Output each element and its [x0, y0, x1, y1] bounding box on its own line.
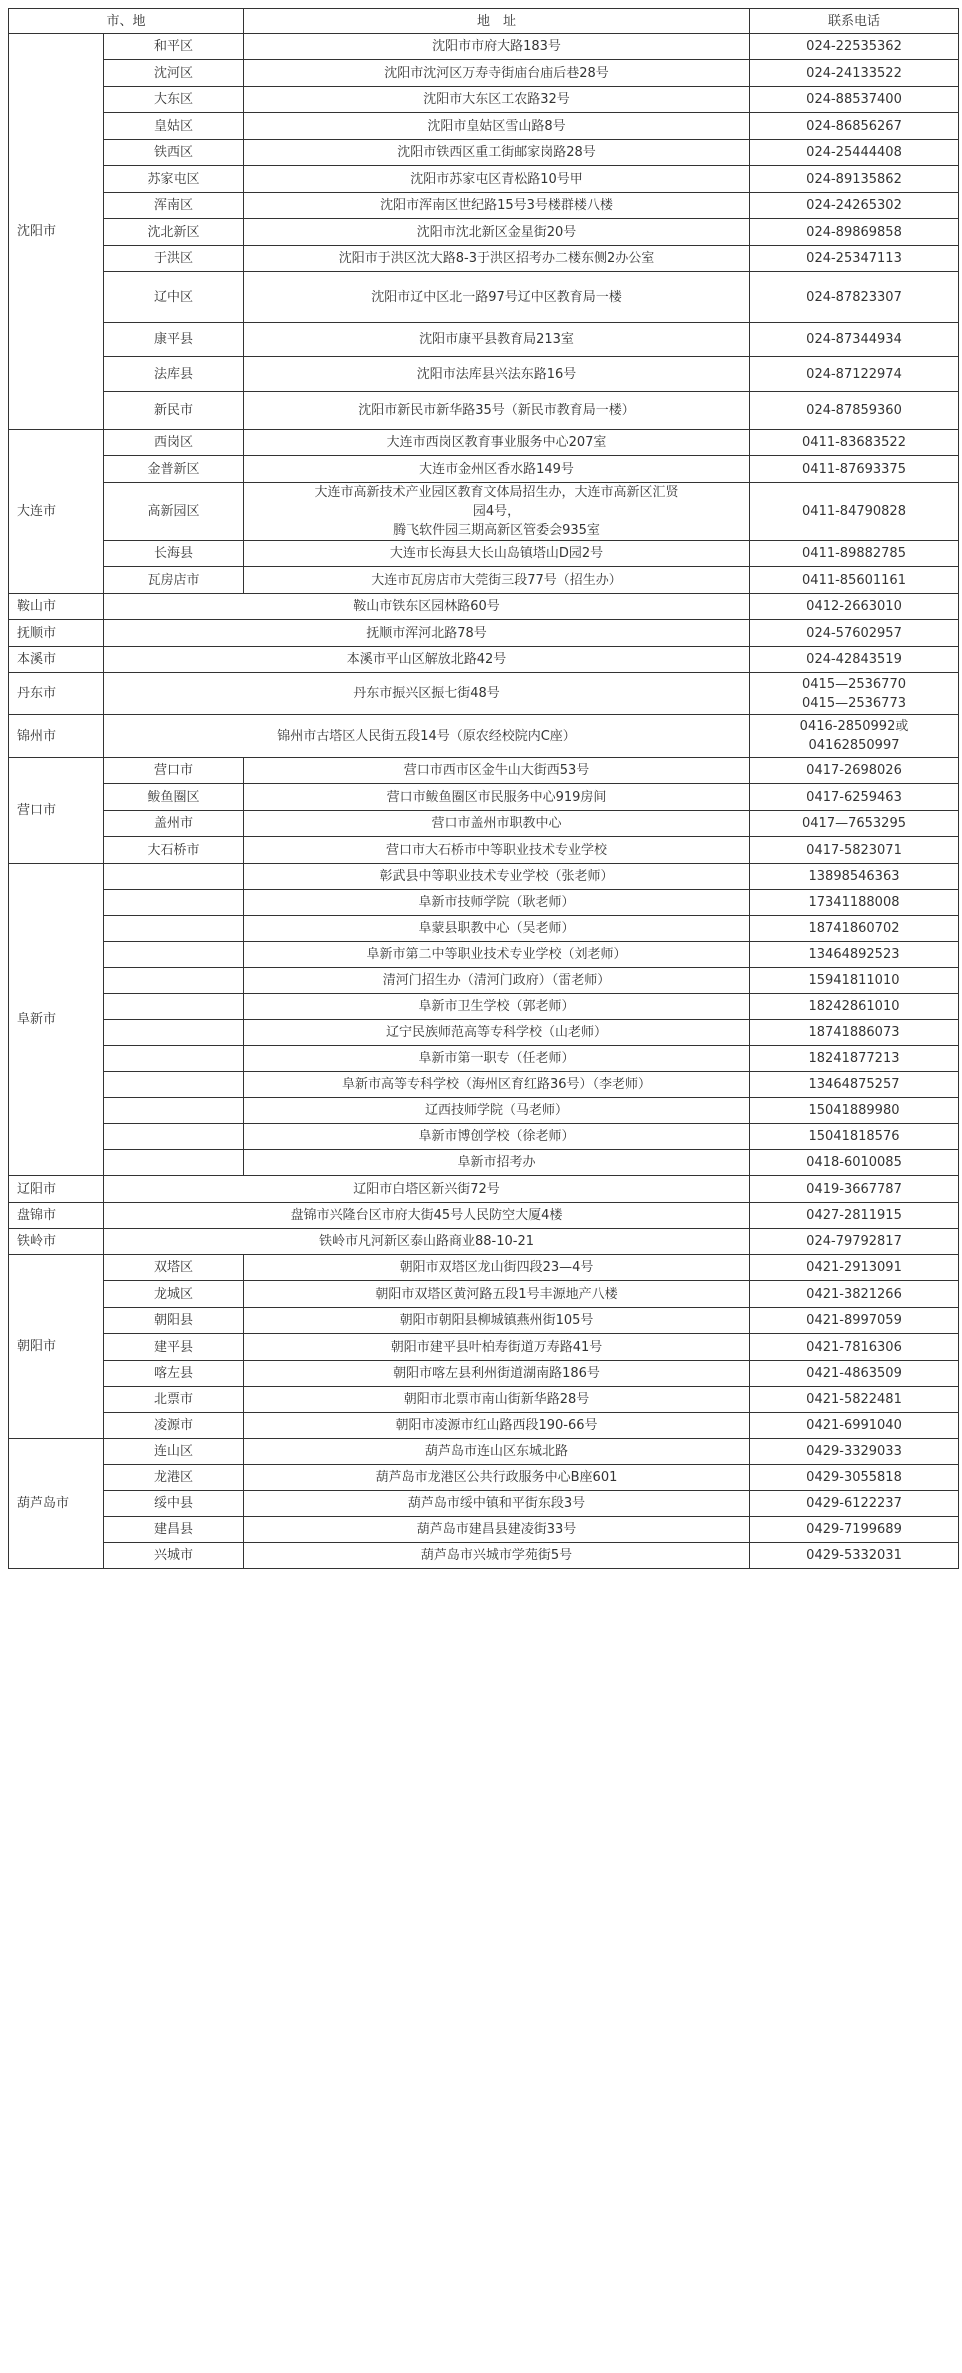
- address-cell: 铁岭市凡河新区泰山路商业88-10-21: [104, 1229, 750, 1255]
- district-cell: [104, 994, 244, 1020]
- phone-cell: 024-87344934: [750, 323, 959, 357]
- table-row: [9, 34, 959, 60]
- phone-cell: 13464875257: [750, 1072, 959, 1098]
- district-cell: 凌源市: [104, 1413, 244, 1439]
- city-cell: 锦州市: [9, 715, 104, 758]
- district-cell: 建昌县: [104, 1517, 244, 1543]
- address-cell: 朝阳市凌源市红山路西段190-66号: [244, 1413, 750, 1439]
- phone-cell: [750, 673, 959, 715]
- district-cell: [104, 1072, 244, 1098]
- address-cell: 沈阳市浑南区世纪路15号3号楼群楼八楼: [244, 193, 750, 219]
- table-row: [9, 968, 959, 994]
- table-row: [9, 1439, 959, 1465]
- district-cell: 苏家屯区: [104, 166, 244, 193]
- table-row: [9, 483, 959, 541]
- table-row: [9, 1413, 959, 1439]
- address-cell: 丹东市振兴区振七街48号: [104, 673, 750, 715]
- district-cell: [104, 890, 244, 916]
- address-cell: 阜新市博创学校（徐老师）: [244, 1124, 750, 1150]
- phone-cell: 18741860702: [750, 916, 959, 942]
- city-cell: 铁岭市: [9, 1229, 104, 1255]
- address-cell: 沈阳市辽中区北一路97号辽中区教育局一楼: [244, 272, 750, 323]
- phone-cell: 0429-6122237: [750, 1491, 959, 1517]
- district-cell: 双塔区: [104, 1255, 244, 1281]
- phone-cell: 0421-3821266: [750, 1281, 959, 1308]
- district-cell: 沈河区: [104, 60, 244, 87]
- address-cell: 朝阳市朝阳县柳城镇燕州街105号: [244, 1308, 750, 1334]
- address-cell: 朝阳市双塔区龙山街四段23—4号: [244, 1255, 750, 1281]
- address-cell: 大连市长海县大长山岛镇塔山D园2号: [244, 541, 750, 567]
- district-cell: 高新园区: [104, 483, 244, 541]
- address-cell: 大连市西岗区教育事业服务中心207室: [244, 430, 750, 456]
- table-row: [9, 594, 959, 620]
- address-cell: 营口市西市区金牛山大街西53号: [244, 758, 750, 784]
- address-cell: 朝阳市双塔区黄河路五段1号丰源地产八楼: [244, 1281, 750, 1308]
- phone-cell: 0419-3667787: [750, 1176, 959, 1203]
- district-cell: 长海县: [104, 541, 244, 567]
- text-line: 0415—2536773: [802, 695, 906, 711]
- district-cell: 于洪区: [104, 246, 244, 272]
- city-cell: 营口市: [9, 758, 104, 864]
- address-cell: 阜新市招考办: [244, 1150, 750, 1176]
- city-cell: 朝阳市: [9, 1255, 104, 1439]
- city-cell: 辽阳市: [9, 1176, 104, 1203]
- address-cell: 沈阳市沈河区万寿寺街庙台庙后巷28号: [244, 60, 750, 87]
- phone-cell: 0411-89882785: [750, 541, 959, 567]
- table-row: [9, 113, 959, 140]
- table-row: [9, 166, 959, 193]
- phone-cell: 0421-7816306: [750, 1334, 959, 1361]
- phone-cell: 13898546363: [750, 864, 959, 890]
- phone-cell: 15041889980: [750, 1098, 959, 1124]
- city-cell: 本溪市: [9, 647, 104, 673]
- text-line: 腾飞软件园三期高新区管委会935室: [393, 523, 600, 538]
- address-cell: 沈阳市法库县兴法东路16号: [244, 357, 750, 392]
- district-cell: 辽中区: [104, 272, 244, 323]
- district-cell: 建平县: [104, 1334, 244, 1361]
- address-cell: 辽西技师学院（马老师）: [244, 1098, 750, 1124]
- phone-cell: 024-87823307: [750, 272, 959, 323]
- table-row: [9, 357, 959, 392]
- address-cell: 清河门招生办（清河门政府）（雷老师）: [244, 968, 750, 994]
- address-cell: 营口市大石桥市中等职业技术专业学校: [244, 837, 750, 864]
- district-cell: 北票市: [104, 1387, 244, 1413]
- phone-cell: 024-24265302: [750, 193, 959, 219]
- address-cell: 朝阳市建平县叶柏寿街道万寿路41号: [244, 1334, 750, 1361]
- district-cell: [104, 864, 244, 890]
- phone-cell: 024-22535362: [750, 34, 959, 60]
- table-row: [9, 1334, 959, 1361]
- phone-cell: 024-42843519: [750, 647, 959, 673]
- district-cell: 西岗区: [104, 430, 244, 456]
- district-cell: [104, 1046, 244, 1072]
- header-phone: 联系电话: [750, 9, 959, 34]
- address-cell: 阜蒙县职教中心（吴老师）: [244, 916, 750, 942]
- address-cell: 盘锦市兴隆台区市府大街45号人民防空大厦4楼: [104, 1203, 750, 1229]
- phone-cell: 0421-2913091: [750, 1255, 959, 1281]
- table-row: [9, 219, 959, 246]
- phone-cell: 0411-85601161: [750, 567, 959, 594]
- phone-cell: 024-24133522: [750, 60, 959, 87]
- table-row: [9, 1046, 959, 1072]
- table-row: [9, 1203, 959, 1229]
- address-cell: 沈阳市铁西区重工街邮家岗路28号: [244, 140, 750, 166]
- phone-cell: 024-88537400: [750, 87, 959, 113]
- district-cell: 大东区: [104, 87, 244, 113]
- phone-cell: 0417-2698026: [750, 758, 959, 784]
- address-cell: 葫芦岛市连山区东城北路: [244, 1439, 750, 1465]
- address-cell: 阜新市卫生学校（郭老师）: [244, 994, 750, 1020]
- phone-cell: 18241877213: [750, 1046, 959, 1072]
- table-row: [9, 1308, 959, 1334]
- address-cell: 沈阳市于洪区沈大路8-3于洪区招考办二楼东侧2办公室: [244, 246, 750, 272]
- table-row: [9, 193, 959, 219]
- table-row: [9, 942, 959, 968]
- district-cell: 兴城市: [104, 1543, 244, 1569]
- city-cell: 抚顺市: [9, 620, 104, 647]
- table-row: [9, 1255, 959, 1281]
- address-cell: 沈阳市大东区工农路32号: [244, 87, 750, 113]
- table-row: [9, 1072, 959, 1098]
- district-cell: 法库县: [104, 357, 244, 392]
- district-cell: 浑南区: [104, 193, 244, 219]
- phone-cell: 024-89869858: [750, 219, 959, 246]
- table-row: [9, 784, 959, 811]
- table-row: [9, 140, 959, 166]
- table-row: [9, 567, 959, 594]
- table-row: [9, 837, 959, 864]
- phone-cell: 0421-4863509: [750, 1361, 959, 1387]
- phone-cell: 0429-3055818: [750, 1465, 959, 1491]
- header-address: 地 址: [244, 9, 750, 34]
- district-cell: 连山区: [104, 1439, 244, 1465]
- address-cell: 葫芦岛市龙港区公共行政服务中心B座601: [244, 1465, 750, 1491]
- table-row: [9, 673, 959, 715]
- phone-cell: 0417-5823071: [750, 837, 959, 864]
- phone-cell: 0411-83683522: [750, 430, 959, 456]
- address-cell: 沈阳市苏家屯区青松路10号甲: [244, 166, 750, 193]
- phone-cell: 0418-6010085: [750, 1150, 959, 1176]
- district-cell: 铁西区: [104, 140, 244, 166]
- phone-cell: 18242861010: [750, 994, 959, 1020]
- district-cell: [104, 1124, 244, 1150]
- table-row: [9, 60, 959, 87]
- text-line: 0415—2536770: [802, 676, 906, 692]
- address-cell: 锦州市古塔区人民街五段14号（原农经校院内C座）: [104, 715, 750, 758]
- table-row: [9, 1361, 959, 1387]
- table-row: [9, 1150, 959, 1176]
- phone-cell: 15041818576: [750, 1124, 959, 1150]
- address-cell: 营口市鲅鱼圈区市民服务中心919房间: [244, 784, 750, 811]
- phone-cell: 0429-3329033: [750, 1439, 959, 1465]
- table-row: [9, 864, 959, 890]
- address-cell: 沈阳市市府大路183号: [244, 34, 750, 60]
- district-cell: 皇姑区: [104, 113, 244, 140]
- address-cell: 葫芦岛市兴城市学苑街5号: [244, 1543, 750, 1569]
- phone-cell: 0421-5822481: [750, 1387, 959, 1413]
- address-cell: 朝阳市喀左县利州街道湖南路186号: [244, 1361, 750, 1387]
- district-cell: 瓦房店市: [104, 567, 244, 594]
- district-cell: 龙城区: [104, 1281, 244, 1308]
- address-cell: 葫芦岛市建昌县建凌街33号: [244, 1517, 750, 1543]
- address-cell: 本溪市平山区解放北路42号: [104, 647, 750, 673]
- district-cell: 喀左县: [104, 1361, 244, 1387]
- table-row: [9, 246, 959, 272]
- table-row: [9, 1543, 959, 1569]
- phone-cell: 0411-87693375: [750, 456, 959, 483]
- table-row: [9, 1124, 959, 1150]
- address-cell: 大连市金州区香水路149号: [244, 456, 750, 483]
- district-cell: [104, 968, 244, 994]
- address-cell: 沈阳市沈北新区金星街20号: [244, 219, 750, 246]
- table-row: [9, 1229, 959, 1255]
- phone-cell: 13464892523: [750, 942, 959, 968]
- table-row: [9, 811, 959, 837]
- table-row: [9, 890, 959, 916]
- table-row: [9, 994, 959, 1020]
- district-cell: 龙港区: [104, 1465, 244, 1491]
- district-cell: 营口市: [104, 758, 244, 784]
- address-cell: 抚顺市浑河北路78号: [104, 620, 750, 647]
- district-cell: [104, 1150, 244, 1176]
- address-cell: [244, 483, 750, 541]
- city-cell: 丹东市: [9, 673, 104, 715]
- address-cell: 辽阳市白塔区新兴街72号: [104, 1176, 750, 1203]
- phone-cell: 024-87122974: [750, 357, 959, 392]
- table-row: [9, 1465, 959, 1491]
- address-cell: 彰武县中等职业技术专业学校（张老师）: [244, 864, 750, 890]
- address-cell: 鞍山市铁东区园林路60号: [104, 594, 750, 620]
- district-cell: 绥中县: [104, 1491, 244, 1517]
- table-row: [9, 620, 959, 647]
- phone-cell: 0411-84790828: [750, 483, 959, 541]
- city-cell: 沈阳市: [9, 34, 104, 430]
- phone-cell: 024-79792817: [750, 1229, 959, 1255]
- city-cell: 葫芦岛市: [9, 1439, 104, 1569]
- district-cell: 康平县: [104, 323, 244, 357]
- phone-cell: 0421-6991040: [750, 1413, 959, 1439]
- phone-cell: [750, 715, 959, 758]
- district-cell: [104, 1098, 244, 1124]
- phone-cell: 0417-6259463: [750, 784, 959, 811]
- phone-cell: 024-57602957: [750, 620, 959, 647]
- header-city: 市、地: [9, 9, 244, 34]
- phone-cell: 024-25347113: [750, 246, 959, 272]
- phone-cell: 0427-2811915: [750, 1203, 959, 1229]
- table-row: [9, 1491, 959, 1517]
- text-line: 0416-2850992或: [799, 719, 909, 734]
- table-row: [9, 1176, 959, 1203]
- phone-cell: 024-86856267: [750, 113, 959, 140]
- table-row: [9, 715, 959, 758]
- contact-table: [8, 8, 959, 1569]
- table-row: [9, 1020, 959, 1046]
- phone-cell: 18741886073: [750, 1020, 959, 1046]
- address-cell: 葫芦岛市绥中镇和平街东段3号: [244, 1491, 750, 1517]
- address-cell: 阜新市高等专科学校（海州区育红路36号）（李老师）: [244, 1072, 750, 1098]
- district-cell: [104, 1020, 244, 1046]
- address-cell: 沈阳市新民市新华路35号（新民市教育局一楼）: [244, 392, 750, 430]
- district-cell: 沈北新区: [104, 219, 244, 246]
- text-line: 园4号，: [472, 504, 521, 519]
- phone-cell: 024-89135862: [750, 166, 959, 193]
- address-cell: 大连市瓦房店市大莞街三段77号（招生办）: [244, 567, 750, 594]
- city-cell: 阜新市: [9, 864, 104, 1176]
- address-cell: 朝阳市北票市南山街新华路28号: [244, 1387, 750, 1413]
- table-row: [9, 323, 959, 357]
- district-cell: [104, 916, 244, 942]
- address-cell: 辽宁民族师范高等专科学校（山老师）: [244, 1020, 750, 1046]
- district-cell: 鲅鱼圈区: [104, 784, 244, 811]
- phone-cell: 0412-2663010: [750, 594, 959, 620]
- district-cell: 大石桥市: [104, 837, 244, 864]
- phone-cell: 0429-5332031: [750, 1543, 959, 1569]
- phone-cell: 024-25444408: [750, 140, 959, 166]
- phone-cell: 0429-7199689: [750, 1517, 959, 1543]
- table-row: [9, 1098, 959, 1124]
- table-row: [9, 1387, 959, 1413]
- district-cell: [104, 942, 244, 968]
- address-cell: 阜新市第二中等职业技术专业学校（刘老师）: [244, 942, 750, 968]
- table-row: [9, 1517, 959, 1543]
- district-cell: 和平区: [104, 34, 244, 60]
- city-cell: 大连市: [9, 430, 104, 594]
- phone-cell: 0421-8997059: [750, 1308, 959, 1334]
- table-row: [9, 272, 959, 323]
- table-row: [9, 87, 959, 113]
- phone-cell: 17341188008: [750, 890, 959, 916]
- address-cell: 阜新市技师学院（耿老师）: [244, 890, 750, 916]
- phone-cell: 024-87859360: [750, 392, 959, 430]
- address-cell: 沈阳市康平县教育局213室: [244, 323, 750, 357]
- table-row: [9, 430, 959, 456]
- table-row: [9, 541, 959, 567]
- address-cell: 沈阳市皇姑区雪山路8号: [244, 113, 750, 140]
- district-cell: 金普新区: [104, 456, 244, 483]
- text-line: 04162850997: [808, 738, 900, 753]
- phone-cell: 0417—7653295: [750, 811, 959, 837]
- table-row: [9, 916, 959, 942]
- city-cell: 鞍山市: [9, 594, 104, 620]
- district-cell: 朝阳县: [104, 1308, 244, 1334]
- district-cell: 盖州市: [104, 811, 244, 837]
- text-line: 大连市高新技术产业园区教育文体局招生办，大连市高新区汇贤: [314, 485, 679, 500]
- district-cell: 新民市: [104, 392, 244, 430]
- table-row: [9, 456, 959, 483]
- address-cell: 阜新市第一职专（任老师）: [244, 1046, 750, 1072]
- table-row: [9, 1281, 959, 1308]
- table-row: [9, 647, 959, 673]
- phone-cell: 15941811010: [750, 968, 959, 994]
- table-row: [9, 758, 959, 784]
- address-cell: 营口市盖州市职教中心: [244, 811, 750, 837]
- table-row: [9, 392, 959, 430]
- city-cell: 盘锦市: [9, 1203, 104, 1229]
